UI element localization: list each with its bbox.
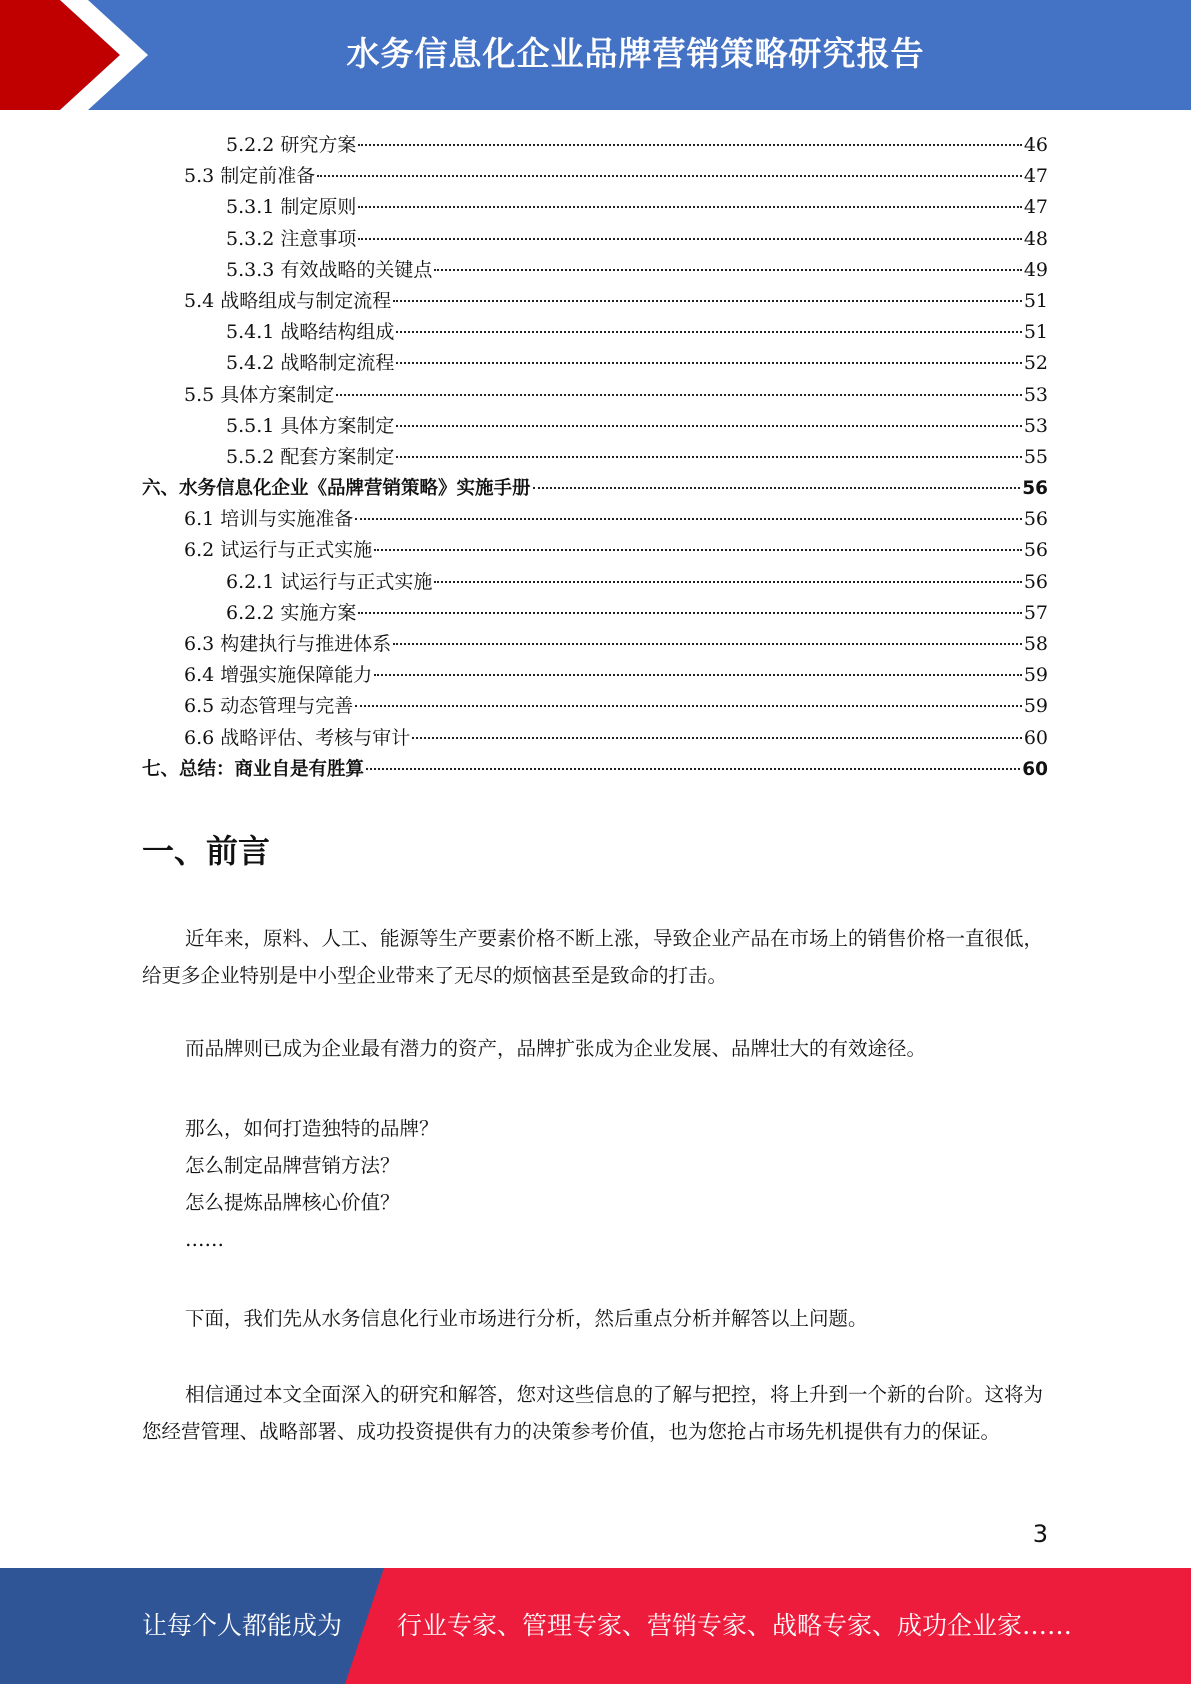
toc-entry-title: 6.2.1 试运行与正式实施 <box>226 570 433 593</box>
question-3: 怎么提炼品牌核心价值？ <box>185 1191 400 1214</box>
toc-dot-leader <box>396 456 1021 458</box>
toc-entry-page: 56 <box>1022 478 1048 500</box>
toc-entry[interactable] <box>142 317 1048 348</box>
toc-entry-title: 5.4.1 战略结构组成 <box>226 321 395 344</box>
toc-dot-leader <box>412 737 1022 739</box>
toc-entry-title: 6.1 培训与实施准备 <box>184 508 354 531</box>
toc-entry-title: 6.4 增强实施保障能力 <box>184 664 373 687</box>
toc-entry[interactable] <box>142 754 1048 785</box>
toc-dot-leader <box>355 705 1022 707</box>
toc-dot-leader <box>358 206 1021 208</box>
toc-entry-title: 5.4.2 战略制定流程 <box>226 352 395 375</box>
toc-entry-page: 47 <box>1023 196 1048 219</box>
toc-dot-leader <box>358 612 1021 614</box>
toc-dot-leader <box>317 175 1022 177</box>
toc-entry-title: 5.2.2 研究方案 <box>226 134 357 156</box>
toc-entry-title: 6.6 战略评估、考核与审计 <box>184 726 411 749</box>
toc-entry-title: 6.3 构建执行与推进体系 <box>184 633 392 655</box>
toc-entry-title: 5.4 战略组成与制定流程 <box>184 289 392 312</box>
toc-entry-page: 46 <box>1023 134 1048 156</box>
toc-entry-title: 5.5.1 具体方案制定 <box>226 414 395 437</box>
toc-dot-leader <box>358 238 1021 240</box>
toc-entry-title: 七、总结：商业自是有胜算 <box>142 758 365 780</box>
footer-slogan-right: 行业专家、管理专家、营销专家、战略专家、成功企业家…… <box>397 1611 1073 1640</box>
toc-entry-title: 5.5.2 配套方案制定 <box>226 445 395 468</box>
toc-dot-leader <box>396 425 1021 427</box>
toc-entry-page: 47 <box>1023 165 1048 188</box>
toc-entry[interactable] <box>142 286 1048 317</box>
toc-entry-page: 56 <box>1023 508 1048 531</box>
table-of-contents <box>142 130 1048 785</box>
toc-dot-leader <box>396 331 1021 333</box>
section-heading: 一、前言 <box>142 832 271 870</box>
question-list <box>142 1110 1048 1258</box>
toc-entry[interactable] <box>142 660 1048 691</box>
page-header <box>0 0 1191 110</box>
toc-dot-leader <box>374 674 1022 676</box>
toc-entry-page: 57 <box>1023 601 1048 624</box>
toc-entry-page: 60 <box>1022 758 1048 780</box>
toc-entry[interactable] <box>142 130 1048 161</box>
page-footer <box>0 1568 1191 1684</box>
intro-paragraph-1: 近年来，原料、人工、能源等生产要素价格不断上涨，导致企业产品在市场上的销售价格一直很低，给更多企业特别是中小型企业带来了无尽的烦恼甚至是致命的打击。 <box>142 927 1044 987</box>
toc-dot-leader <box>434 269 1021 271</box>
toc-entry[interactable] <box>142 723 1048 754</box>
toc-dot-leader <box>358 144 1021 146</box>
toc-entry[interactable] <box>142 192 1048 223</box>
toc-dot-leader <box>533 487 1021 489</box>
toc-entry-page: 58 <box>1023 633 1048 655</box>
footer-slogan-left: 让每个人都能成为 <box>142 1611 343 1640</box>
toc-entry[interactable] <box>142 161 1048 192</box>
toc-entry-title: 六、水务信息化企业《品牌营销策略》实施手册 <box>142 478 531 500</box>
toc-entry-page: 53 <box>1023 414 1048 437</box>
toc-entry[interactable] <box>142 224 1048 255</box>
intro-paragraph-3: 下面，我们先从水务信息化行业市场进行分析，然后重点分析并解答以上问题。 <box>185 1307 868 1330</box>
toc-entry-page: 53 <box>1023 383 1048 406</box>
toc-dot-leader <box>396 362 1021 364</box>
toc-dot-leader <box>393 300 1022 302</box>
toc-entry[interactable] <box>142 380 1048 411</box>
toc-entry[interactable] <box>142 535 1048 566</box>
toc-entry-page: 51 <box>1023 321 1048 344</box>
toc-entry-page: 60 <box>1023 726 1048 749</box>
intro-paragraph-4: 相信通过本文全面深入的研究和解答，您对这些信息的了解与把控，将上升到一个新的台阶。这将为您经营管理、战略部署、成功投资提供有力的决策参考价值，也为您抢占市场先机提供有力的保证。 <box>142 1383 1044 1443</box>
toc-entry[interactable] <box>142 567 1048 598</box>
toc-entry-title: 6.2.2 实施方案 <box>226 601 357 624</box>
toc-dot-leader <box>366 768 1020 770</box>
toc-entry[interactable] <box>142 473 1048 504</box>
question-2: 怎么制定品牌营销方法？ <box>185 1154 400 1177</box>
toc-dot-leader <box>434 581 1021 583</box>
toc-entry-title: 5.3.1 制定原则 <box>226 196 357 219</box>
page-number: 3 <box>1032 1520 1048 1548</box>
toc-entry-title: 5.3.3 有效战略的关键点 <box>226 258 433 281</box>
toc-dot-leader <box>355 518 1022 520</box>
toc-entry-page: 52 <box>1023 352 1048 375</box>
toc-entry-page: 59 <box>1023 695 1048 718</box>
toc-entry-page: 51 <box>1023 289 1048 312</box>
toc-entry-page: 48 <box>1023 227 1048 250</box>
toc-entry[interactable] <box>142 691 1048 722</box>
toc-entry[interactable] <box>142 504 1048 535</box>
toc-entry-title: 6.5 动态管理与完善 <box>184 695 354 718</box>
toc-entry[interactable] <box>142 442 1048 473</box>
toc-entry[interactable] <box>142 411 1048 442</box>
toc-entry-page: 55 <box>1023 445 1048 468</box>
intro-paragraph-2: 而品牌则已成为企业最有潜力的资产，品牌扩张成为企业发展、品牌壮大的有效途径。 <box>185 1037 927 1060</box>
document-title: 水务信息化企业品牌营销策略研究报告 <box>346 34 925 73</box>
toc-entry-title: 5.3 制定前准备 <box>184 165 316 188</box>
toc-entry-page: 56 <box>1023 539 1048 562</box>
toc-entry-title: 5.5 具体方案制定 <box>184 383 335 406</box>
question-1: 那么，如何打造独特的品牌？ <box>185 1117 439 1140</box>
ellipsis: …… <box>185 1228 224 1251</box>
toc-dot-leader <box>336 394 1022 396</box>
toc-entry-page: 59 <box>1023 664 1048 687</box>
toc-dot-leader <box>374 549 1022 551</box>
toc-entry[interactable] <box>142 629 1048 660</box>
toc-entry[interactable] <box>142 598 1048 629</box>
toc-entry-page: 49 <box>1023 258 1048 281</box>
toc-entry-page: 56 <box>1023 570 1048 593</box>
toc-entry-title: 6.2 试运行与正式实施 <box>184 539 373 562</box>
toc-entry-title: 5.3.2 注意事项 <box>226 227 357 250</box>
toc-entry[interactable] <box>142 348 1048 379</box>
toc-entry[interactable] <box>142 255 1048 286</box>
toc-dot-leader <box>393 643 1022 645</box>
